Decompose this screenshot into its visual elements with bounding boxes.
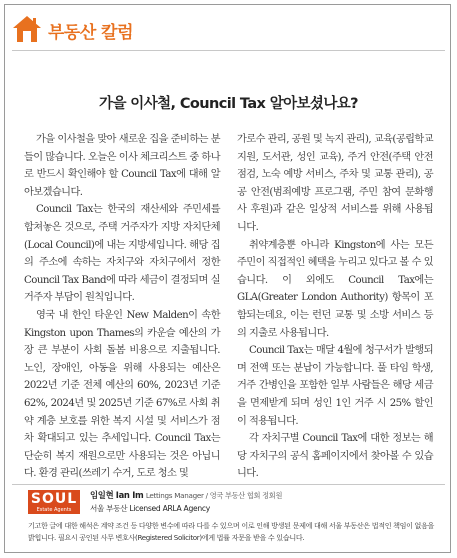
house-icon [12,14,42,44]
left-column [24,131,220,483]
paragraph: 취약계층뿐 아니라 Kingston에 사는 모든 주민이 직접적인 혜택을 누리고 있다고 볼 수 있습니다. 이 외에도 Council Tax에는 GLA(Greater London Authority) 항목이 포함되는데요, 이는 런던 교통 및 소방 서비스 등의 지출로 사용됩니다. [237,239,433,339]
header-divider [12,50,445,51]
logo-subtitle: Estate Agents [36,507,72,513]
paragraph: Council Tax는 한국의 재산세와 주민세를 합쳐놓은 것으로, 주택 거주자가 지방 자치단체(Local Council)에 내는 지방세입니다. 해당 집의 주소에 속하는 자치구와 자치구에서 정한 Council Tax Band에 따라 세금이 결정되며 실 거주자 부담이 원칙입니다. [24,204,220,304]
disclaimer: 기고한 글에 대한 해석은 계약 조건 등 다양한 변수에 따라 다를 수 있으며 이로 인해 방생된 문제에 대해 서울 부동산은 법적인 책임이 없음을 밝힙니다. 필요시 공인된 사무 변호사(Registered Solicitor)에게 법률 자문을 받을 수 있습니다. [28,521,435,542]
author-license: 서울 부동산 Licensed ARLA Agency [90,504,210,513]
logo-word: SOUL [30,491,78,507]
author-role: Lettings Manager / 영국 부동산 협회 정회원 [145,491,283,500]
article-title: 가을 이사철, Council Tax 알아보셨나요? [99,96,358,112]
author-korean-name: 임일현 [90,490,114,500]
column-name: 부동산 칼럼 [48,23,134,43]
soul-logo [28,490,80,514]
paragraph: 영국 내 한인 타운인 New Malden이 속한 Kingston upon Thames의 카운슬 예산의 가장 큰 부분이 사회 돌봄 비용으로 지출됩니다. 노인, 장애인, 아동을 위해 사용되는 예산은 2022년 기준 전체 예산의 60%, 2023년 기준 62%, 2024년 및 2025년 기준 67%로 사회 취약 계층 보호를 위한 복지 시설 및 서비스가 점차 확대되고 있는 추세입니다. Council Tax는 단순히 복지 재원으로만 사용되는 것은 아닙니다. 환경 관리(쓰레기 수거, 도로 청소 및 [24,309,220,480]
footer-divider [12,484,445,485]
paragraph: 가을 이사철을 맞아 새로운 집을 준비하는 분들이 많습니다. 오늘은 이사 체크리스트 중 하나로 반드시 확인해야 할 Council Tax에 대해 알아보겠습니다. [24,134,220,198]
paragraph: 각 자치구별 Council Tax에 대한 정보는 해당 자치구의 공식 홈페이지에서 찾아볼 수 있습니다. [237,433,433,480]
author-line [90,489,282,501]
paragraph: 가로수 관리, 공원 및 녹지 관리), 교육(공립학교 지원, 도서관, 성인 교육), 주거 안전(주택 안전 점검, 노숙 예방 서비스, 주차 및 교통 관리), 공공 안전(범죄예방 프로그램, 주민 참여 문화행사 후원)과 같은 일상적 서비스를 위해 사용됩니다. [237,134,433,233]
author-english-name: Ian Im [115,490,144,500]
paragraph: Council Tax는 매달 4월에 청구서가 발행되며 전액 또는 분납이 가능합니다. 풀 타임 학생, 거주 간병인을 포함한 일부 사람들은 해당 세금을 면제받게 되며 성인 1인 거주 시 25% 할인이 적용됩니다. [237,345,433,427]
right-column [237,131,433,483]
column-header [12,12,212,46]
